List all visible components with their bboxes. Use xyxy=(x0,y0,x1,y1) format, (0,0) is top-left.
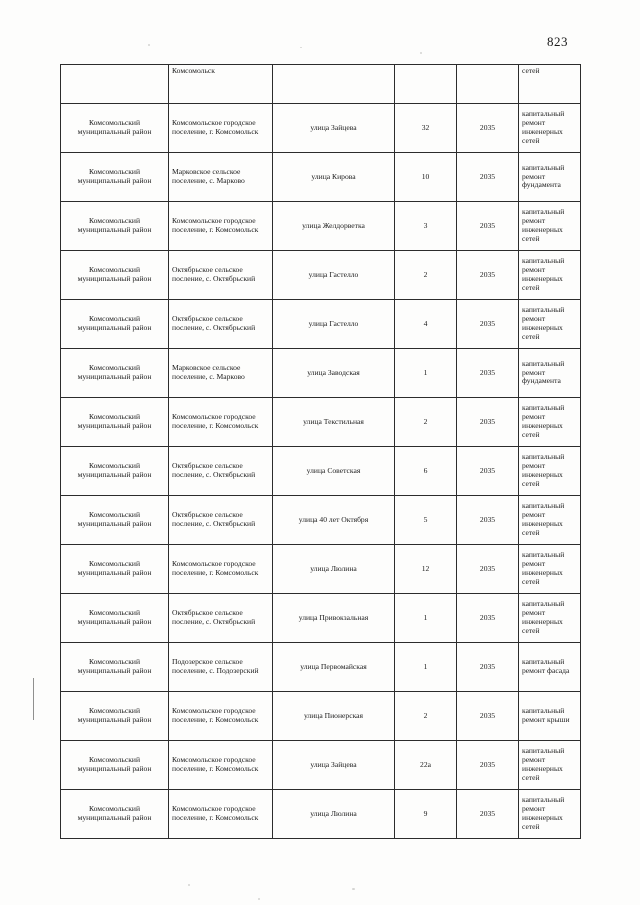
table-row xyxy=(61,692,581,741)
scan-speck xyxy=(148,44,150,46)
cell-district: Комсомольский муниципальный район xyxy=(61,496,169,545)
table-row xyxy=(61,398,581,447)
cell-work: капитальный ремонт фундамента xyxy=(519,349,581,398)
cell-street: улица Гастелло xyxy=(273,300,395,349)
cell-house xyxy=(395,65,457,104)
table-row xyxy=(61,594,581,643)
cell-house: 2 xyxy=(395,692,457,741)
cell-settlement: Комсомольское городское поселение, г. Комсомольск xyxy=(169,104,273,153)
cell-house: 2 xyxy=(395,398,457,447)
cell-street: улица Кирова xyxy=(273,153,395,202)
cell-street: улица 40 лет Октября xyxy=(273,496,395,545)
cell-street: улица Пионерская xyxy=(273,692,395,741)
cell-settlement: Октябрьское сельское посление, с. Октябрьский xyxy=(169,496,273,545)
cell-district: Комсомольский муниципальный район xyxy=(61,104,169,153)
cell-district: Комсомольский муниципальный район xyxy=(61,447,169,496)
cell-year: 2035 xyxy=(457,741,519,790)
cell-work: капитальный ремонт инженерных сетей xyxy=(519,104,581,153)
cell-work: капитальный ремонт инженерных сетей xyxy=(519,790,581,839)
table-row xyxy=(61,790,581,839)
cell-work: капитальный ремонт инженерных сетей xyxy=(519,202,581,251)
cell-house: 32 xyxy=(395,104,457,153)
table-body xyxy=(61,65,581,839)
cell-house: 2 xyxy=(395,251,457,300)
cell-year: 2035 xyxy=(457,104,519,153)
table-row xyxy=(61,643,581,692)
cell-year: 2035 xyxy=(457,790,519,839)
cell-district: Комсомольский муниципальный район xyxy=(61,643,169,692)
cell-district xyxy=(61,65,169,104)
page-number: 823 xyxy=(547,34,568,49)
cell-year: 2035 xyxy=(457,202,519,251)
table-row xyxy=(61,741,581,790)
cell-house: 1 xyxy=(395,643,457,692)
cell-work: капитальный ремонт инженерных сетей xyxy=(519,447,581,496)
cell-street: улица Зайцева xyxy=(273,104,395,153)
cell-year: 2035 xyxy=(457,251,519,300)
cell-settlement: Комсомольское городское поселение, г. Комсомольск xyxy=(169,202,273,251)
table-row xyxy=(61,545,581,594)
cell-house: 9 xyxy=(395,790,457,839)
cell-settlement: Комсомольское городское поселение, г. Комсомольск xyxy=(169,790,273,839)
cell-house: 4 xyxy=(395,300,457,349)
cell-work: капитальный ремонт фундамента xyxy=(519,153,581,202)
cell-street: улица Люлина xyxy=(273,545,395,594)
cell-year: 2035 xyxy=(457,300,519,349)
table-row xyxy=(61,251,581,300)
cell-street: улица Заводская xyxy=(273,349,395,398)
cell-year: 2035 xyxy=(457,692,519,741)
cell-work: капитальный ремонт фасада xyxy=(519,643,581,692)
cell-year: 2035 xyxy=(457,594,519,643)
table-row xyxy=(61,349,581,398)
cell-house: 12 xyxy=(395,545,457,594)
table-row xyxy=(61,300,581,349)
table-row xyxy=(61,153,581,202)
cell-district: Комсомольский муниципальный район xyxy=(61,398,169,447)
cell-district: Комсомольский муниципальный район xyxy=(61,300,169,349)
cell-settlement: Комсомольское городское поселение, г. Комсомольск xyxy=(169,692,273,741)
cell-work: капитальный ремонт инженерных сетей xyxy=(519,545,581,594)
table-row-header-remnant xyxy=(61,65,581,104)
cell-year: 2035 xyxy=(457,349,519,398)
cell-work: капитальный ремонт инженерных сетей xyxy=(519,398,581,447)
cell-work: капитальный ремонт инженерных сетей xyxy=(519,496,581,545)
cell-district: Комсомольский муниципальный район xyxy=(61,545,169,594)
cell-district: Комсомольский муниципальный район xyxy=(61,202,169,251)
cell-street: улица Зайцева xyxy=(273,741,395,790)
cell-street: улица Желдорветка xyxy=(273,202,395,251)
cell-settlement: Марковское сельское поселение, с. Марково xyxy=(169,349,273,398)
margin-mark xyxy=(33,678,34,720)
cell-year: 2035 xyxy=(457,153,519,202)
table-row xyxy=(61,104,581,153)
cell-settlement: Комсомольское городское поселение, г. Комсомольск xyxy=(169,741,273,790)
table-row xyxy=(61,447,581,496)
cell-work: сетей xyxy=(519,65,581,104)
cell-street: улица Люлина xyxy=(273,790,395,839)
cell-settlement: Октябрьское сельское посление, с. Октябрьский xyxy=(169,447,273,496)
capital-repair-table xyxy=(60,64,581,839)
cell-district: Комсомольский муниципальный район xyxy=(61,594,169,643)
scan-speck xyxy=(300,47,302,48)
cell-house: 10 xyxy=(395,153,457,202)
cell-settlement: Комсомольское городское поселение, г. Комсомольск xyxy=(169,398,273,447)
cell-year: 2035 xyxy=(457,643,519,692)
scan-speck xyxy=(188,884,190,886)
cell-year: 2035 xyxy=(457,447,519,496)
cell-house: 6 xyxy=(395,447,457,496)
scan-speck xyxy=(258,898,260,900)
cell-work: капитальный ремонт инженерных сетей xyxy=(519,594,581,643)
cell-year: 2035 xyxy=(457,496,519,545)
cell-street: улица Текстильная xyxy=(273,398,395,447)
cell-district: Комсомольский муниципальный район xyxy=(61,692,169,741)
scan-speck xyxy=(420,52,422,54)
cell-settlement: Комсомольск xyxy=(169,65,273,104)
table-row xyxy=(61,202,581,251)
cell-street: улица Советская xyxy=(273,447,395,496)
cell-house: 22а xyxy=(395,741,457,790)
cell-street: улица Первомайская xyxy=(273,643,395,692)
cell-settlement: Октябрьское сельское посление, с. Октябрьский xyxy=(169,300,273,349)
scan-speck xyxy=(352,888,355,890)
cell-street: улица Привокзальная xyxy=(273,594,395,643)
cell-district: Комсомольский муниципальный район xyxy=(61,790,169,839)
cell-district: Комсомольский муниципальный район xyxy=(61,349,169,398)
cell-year: 2035 xyxy=(457,398,519,447)
cell-district: Комсомольский муниципальный район xyxy=(61,153,169,202)
table-row xyxy=(61,496,581,545)
cell-settlement: Марковское сельское поселение, с. Марково xyxy=(169,153,273,202)
cell-street: улица Гастелло xyxy=(273,251,395,300)
cell-work: капитальный ремонт инженерных сетей xyxy=(519,300,581,349)
cell-street xyxy=(273,65,395,104)
cell-house: 1 xyxy=(395,594,457,643)
cell-house: 3 xyxy=(395,202,457,251)
cell-work: капитальный ремонт инженерных сетей xyxy=(519,251,581,300)
cell-house: 1 xyxy=(395,349,457,398)
cell-work: капитальный ремонт крыши xyxy=(519,692,581,741)
cell-year: 2035 xyxy=(457,545,519,594)
cell-settlement: Октябрьское сельское посление, с. Октябрьский xyxy=(169,251,273,300)
cell-district: Комсомольский муниципальный район xyxy=(61,741,169,790)
cell-settlement: Октябрьское сельское посление, с. Октябрьский xyxy=(169,594,273,643)
cell-district: Комсомольский муниципальный район xyxy=(61,251,169,300)
cell-house: 5 xyxy=(395,496,457,545)
cell-work: капитальный ремонт инженерных сетей xyxy=(519,741,581,790)
cell-settlement: Комсомольское городское поселение, г. Комсомольск xyxy=(169,545,273,594)
cell-settlement: Подозерское сельское поселение, с. Подозерский xyxy=(169,643,273,692)
cell-year xyxy=(457,65,519,104)
